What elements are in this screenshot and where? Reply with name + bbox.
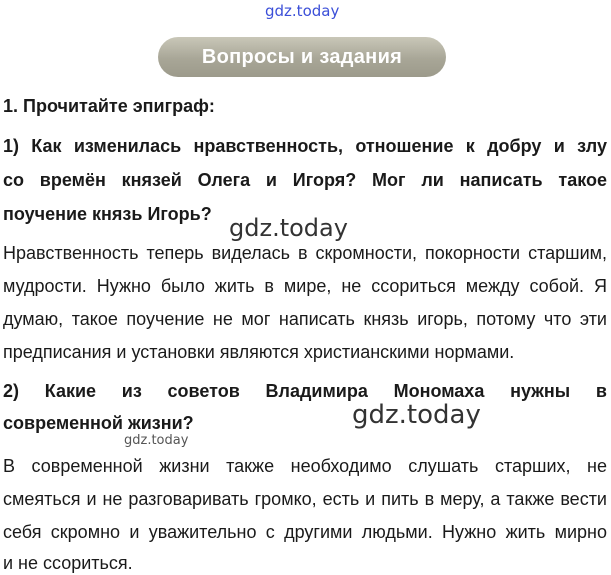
answer-2-line-1: В современной жизни также необходимо слушать старших, не (3, 456, 607, 476)
answer-1-line-2: мудрости. Нужно было жить в мире, не ссориться между собой. Я (3, 276, 607, 296)
answer-2-line-2: смеяться и не разговаривать громко, есть и пить в меру, а также вести (3, 489, 607, 509)
question-1-line-1: 1) Как изменилась нравственность, отношение к добру и злу (3, 136, 607, 156)
watermark-2: gdz.today (352, 400, 481, 430)
answer-1-line-1: Нравственность теперь виделась в скромности, покорности старшим, (3, 243, 607, 263)
watermark-top: gdz.today (265, 2, 340, 20)
section-banner: Вопросы и задания (158, 37, 446, 77)
task-title: 1. Прочитайте эпиграф: (3, 96, 215, 116)
question-2-line-1: 2) Какие из советов Владимира Мономаха нужны в (3, 381, 607, 401)
answer-2-line-3: себя скромно и уважительно с другими людьми. Нужно жить мирно (3, 522, 607, 542)
question-1-line-2: со времён князей Олега и Игоря? Мог ли написать такое (3, 170, 607, 190)
watermark-3: gdz.today (124, 433, 189, 448)
watermark-1: gdz.today (229, 214, 348, 242)
answer-2-line-4: и не ссориться. (3, 553, 133, 573)
question-1-line-3: поучение князь Игорь? (3, 204, 212, 224)
question-2-line-2: современной жизни? (3, 413, 194, 433)
answer-1-line-4: предписания и установки являются христианскими нормами. (3, 342, 515, 362)
answer-1-line-3: думаю, такое поучение не мог написать князь игорь, потому что эти (3, 309, 607, 329)
